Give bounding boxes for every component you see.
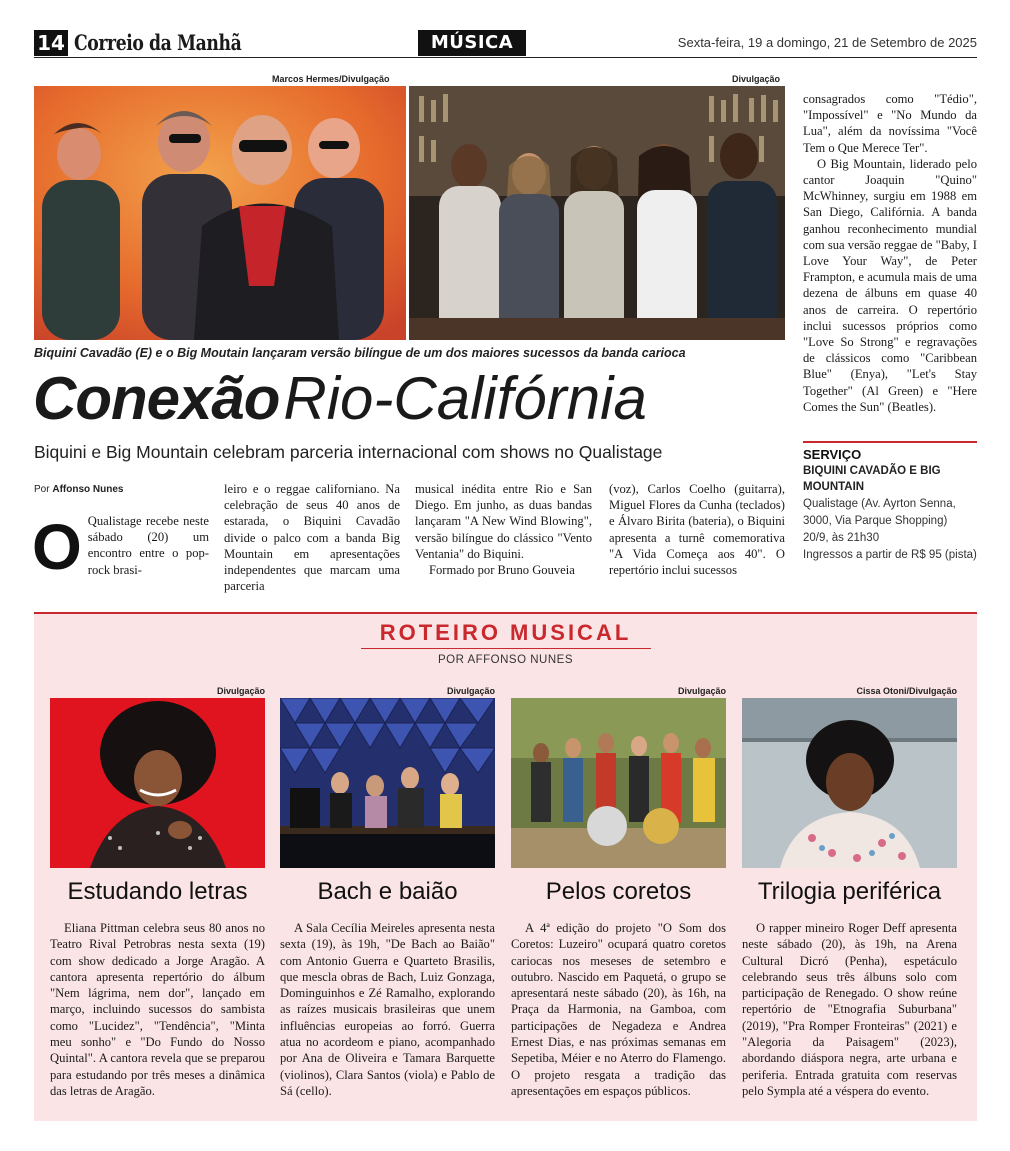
servico-event: BIQUINI CAVADÃO E BIG MOUNTAIN: [803, 465, 941, 493]
drop-cap: O: [32, 511, 82, 583]
column-5-text-b: O Big Mountain, liderado pelo cantor Joaquin "Quino" McWhinney, surgiu em 1988 em San Diego, Califórnia. A banda ganhou reconhecimento mundial com sua versão reggae de "Baby, I Love Your Way", de Peter Frampton, e acumula mais de uma dezena de álbuns em quase 40 anos de carreira. O repertório inclui sucessos próprios como "Love So Strong" e regravações de clássicos como "Caribbean Blue" (Enya), "Let's Stay Together" (Al Green) e "Here Comes the Sun" (Beatles).: [803, 156, 977, 414]
card-3-photo: [511, 698, 726, 868]
article-column-3: [415, 481, 592, 578]
column-2-text: leiro e o reggae californiano. Na celebração de seus 40 anos de estarada, o Biquini Cavadão divide o palco com a banda Big Mountain em apresentações independentes que marcam uma parceria: [224, 482, 400, 594]
card-4-credit: Cissa Otoni/Divulgação: [856, 686, 957, 696]
servico-tickets: Ingressos a partir de R$ 95 (pista): [803, 549, 977, 561]
biquini-cavadao-photo: [34, 86, 406, 340]
card-4-title: Trilogia periférica: [757, 878, 942, 905]
article-column-1: [32, 511, 209, 583]
headline-light: Rio-Califórnia: [283, 365, 647, 432]
photo-credit-right: Divulgação: [732, 74, 781, 84]
servico-title: SERVIÇO: [803, 441, 977, 462]
card-2-title: Bach e baião: [317, 878, 458, 905]
column-3-text-b: Formado por Bruno Gouveia: [429, 563, 575, 578]
column-4-text: (voz), Carlos Coelho (guitarra), Miguel Flores da Cunha (teclados) e Álvaro Birita (bateria), o Biquini apresenta a turnê comemorativa "A Vida Começa aos 40". O repertório inclui sucessos: [609, 482, 785, 578]
card-1-text: Eliana Pittman celebra seus 80 anos no Teatro Rival Petrobras nesta sexta (19) com show dedicado a Jorge Aragão. A cantora apresenta repertório do álbum "Nem lágrima, nem dor", lançado em março, incluindo sucessos do sambista como "Lucidez", "Tendência", "Minta meu sonho" e "Do Fundo do Nosso Quintal". A cantora revela que se preparou para estudando por três meses a dinâmica das letras de Aragão.: [50, 921, 265, 1098]
column-3-text-a: musical inédita entre Rio e San Diego. Em junho, as duas bandas lançaram "A New Wind Blowing", versão bilíngue do clássico "Vento Ventania" do Biquini.: [415, 482, 592, 561]
servico-datetime: 20/9, às 21h30: [803, 532, 880, 544]
headline: [33, 364, 647, 450]
card-3-title: Pelos coretos: [545, 878, 692, 905]
article-column-5: [803, 91, 977, 415]
card-2-photo: [280, 698, 495, 868]
byline-author: Affonso Nunes: [52, 484, 124, 495]
article-column-2: [224, 481, 400, 594]
issue-date: Sexta-feira, 19 a domingo, 21 de Setembro de 2025: [677, 35, 977, 50]
card-1-photo: [50, 698, 265, 868]
big-mountain-photo: [409, 86, 785, 340]
page-header: [34, 30, 977, 58]
card-3-credit: Divulgação: [677, 686, 726, 696]
column-5-text-a: consagrados como "Tédio", "Impossível" e "No Mundo da Lua", além da novíssima "Você Tem o Que Merece Ter".: [803, 92, 977, 155]
roteiro-title: ROTEIRO MUSICAL: [379, 620, 632, 645]
card-2-text: A Sala Cecília Meireles apresenta nesta sexta (19), às 19h, "De Bach ao Baião" com Antonio Guerra e Quarteto Brasilis, que mescla obras de Bach, Luiz Gonzaga, Dominguinhos e Zé Ramalho, explorando as raízes musicais brasileiras que unem influências europeias ao forró. Guerra atua no acordeom e piano, acompanhado por Ana de Oliveira e Tamara Barquette (violinos), Clara Santos (viola) e Pablo de Sá (cello).: [280, 921, 495, 1098]
card-1-credit: Divulgação: [216, 686, 265, 696]
photo-credit-left: Marcos Hermes/Divulgação: [272, 74, 390, 84]
byline-prefix: Por: [34, 484, 50, 495]
card-4-text: O rapper mineiro Roger Deff apresenta neste sábado (20), às 19h, na Arena Cultural Dicró (Penha), espetáculo celebrando seus três álbuns solo com participação de Renegado. O show reúne repertório de "Etnografia Suburbana" (2019), "Pra Romper Fronteiras" (2021) e "Alegoria da Paisagem" (2023), abordando diáspora negra, arte urbana e periferia. Entrada gratuita com reservas pelo Sympla até a véspera do evento.: [742, 921, 957, 1098]
section-label: MÚSICA: [418, 30, 526, 56]
photo-caption: Biquini Cavadão (E) e o Big Moutain lançaram versão bilíngue de um dos maiores sucessos da banda carioca: [34, 346, 686, 360]
column-1-text: Qualistage recebe neste sábado (20) um encontro entre o pop-rock brasi-: [87, 514, 209, 577]
subheadline: Biquini e Big Mountain celebram parceria internacional com shows no Qualistage: [34, 442, 663, 462]
roteiro-underline: [361, 648, 651, 649]
card-3-text: A 4ª edição do projeto "O Som dos Coretos: Luzeiro" ocupará quatro coretos cariocas nos meseses de setembro e outubro. Nascido em Paquetá, o grupo se apresentará neste sábado (20), às 16h, na Praça da Harmonia, na Gamboa, com participações de Negadeza e Andrea Ernest Dias, e nas próximas semanas em Sepetiba, Méier e no Aterro do Flamengo. O projeto resgata a tradição das apresentações em espaços públicos.: [511, 921, 726, 1098]
card-2-credit: Divulgação: [446, 686, 495, 696]
article-column-4: [609, 481, 785, 578]
headline-bold: Conexão: [33, 365, 280, 432]
card-1-title: Estudando letras: [67, 878, 248, 905]
roteiro-byline: POR AFFONSO NUNES: [437, 654, 574, 666]
servico-venue: Qualistage (Av. Ayrton Senna, 3000, Via Parque Shopping): [803, 498, 956, 527]
card-4-photo: [742, 698, 957, 868]
servico-info: [803, 496, 977, 564]
byline: [34, 484, 123, 495]
roteiro-musical-box: [34, 612, 977, 1121]
page-number: 14: [34, 30, 68, 56]
newspaper-name: Correio da Manhã: [74, 30, 242, 55]
